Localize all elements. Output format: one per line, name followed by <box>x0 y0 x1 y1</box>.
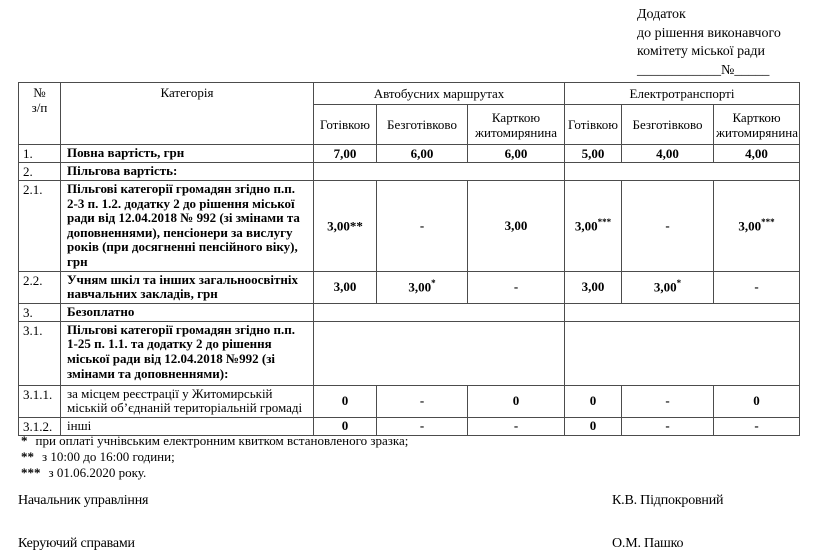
merged-empty-cell <box>314 163 565 181</box>
fare-cell: - <box>377 181 468 272</box>
merged-empty-cell <box>565 321 800 385</box>
table-row <box>19 303 800 321</box>
merged-empty-cell <box>565 163 800 181</box>
row-category: Повна вартість, грн <box>61 145 314 163</box>
footnote <box>21 449 408 465</box>
fare-cell: - <box>622 181 714 272</box>
footnote-text: з 01.06.2020 року. <box>48 465 147 480</box>
footnote-marker: * <box>21 433 28 448</box>
table-row <box>19 385 800 417</box>
table-row <box>19 181 800 272</box>
fare-cell: 3,00** <box>314 181 377 272</box>
signature-title: Керуючий справами <box>18 536 135 551</box>
fare-cell: 0 <box>314 417 377 435</box>
annex-note-blank-line: ____________№_____ <box>637 62 770 78</box>
fare-cell: 0 <box>468 385 565 417</box>
annex-note-line: Додаток <box>637 7 686 22</box>
table-row <box>19 321 800 385</box>
fare-cell: - <box>468 271 565 303</box>
fare-cell: 3,00 <box>468 181 565 272</box>
table-row <box>19 163 800 181</box>
fare-cell: 0 <box>565 417 622 435</box>
row-num: 2.2. <box>19 271 61 303</box>
row-num: 3.1.1. <box>19 385 61 417</box>
header-electro-cash: Готівкою <box>565 105 622 145</box>
fare-cell: 0 <box>565 385 622 417</box>
signature-name: О.М. Пашко <box>612 536 684 551</box>
fare-cell: 3,00* <box>377 271 468 303</box>
fare-cell: 3,00 <box>314 271 377 303</box>
header-bus-group: Автобусних маршрутах <box>314 83 565 105</box>
footnote-text: при оплаті учнівським електронним квитком встановленого зразка; <box>35 433 409 448</box>
footnote-marker: ** <box>21 449 34 464</box>
header-electro-group: Електротранспорті <box>565 83 800 105</box>
header-num: № з/п <box>19 83 61 145</box>
row-num: 3.1. <box>19 321 61 385</box>
header-bus-card: Карткою житомирянина <box>468 105 565 145</box>
footnotes <box>21 433 408 481</box>
signature-row <box>18 493 799 509</box>
row-category: за місцем реєстрації у Житомирській міській об’єднаній територіальній громаді <box>61 385 314 417</box>
row-category: Безоплатно <box>61 303 314 321</box>
fare-cell: - <box>714 271 800 303</box>
footnote <box>21 433 408 449</box>
fare-cell: 4,00 <box>622 145 714 163</box>
fare-cell: 3,00* <box>622 271 714 303</box>
row-category: інші <box>61 417 314 435</box>
table-row <box>19 145 800 163</box>
row-category: Учням шкіл та інших загальноосвітніх навчальних закладів, грн <box>61 271 314 303</box>
signature-row <box>18 536 799 552</box>
header-electro-card: Карткою житомирянина <box>714 105 800 145</box>
fare-cell: - <box>622 385 714 417</box>
row-num: 2.1. <box>19 181 61 272</box>
fare-table <box>18 82 800 436</box>
fare-cell: 3,00*** <box>565 181 622 272</box>
fare-cell: - <box>622 417 714 435</box>
signature-name: К.В. Підпокровний <box>612 493 724 508</box>
row-num: 2. <box>19 163 61 181</box>
fare-cell: 4,00 <box>714 145 800 163</box>
fare-cell: 3,00*** <box>714 181 800 272</box>
fare-cell: 6,00 <box>377 145 468 163</box>
footnote-text: з 10:00 до 16:00 години; <box>42 449 175 464</box>
fare-cell: - <box>714 417 800 435</box>
fare-cell: 0 <box>314 385 377 417</box>
header-bus-cashless: Безготівково <box>377 105 468 145</box>
fare-cell: - <box>377 417 468 435</box>
row-num: 1. <box>19 145 61 163</box>
fare-cell: - <box>377 385 468 417</box>
annex-note <box>637 6 781 80</box>
annex-note-line: комітету міської ради <box>637 44 765 59</box>
fare-cell: 3,00 <box>565 271 622 303</box>
fare-cell: 5,00 <box>565 145 622 163</box>
footnote-marker: *** <box>21 465 41 480</box>
fare-cell: 0 <box>714 385 800 417</box>
header-group-row <box>19 83 800 105</box>
row-category: Пільгова вартість: <box>61 163 314 181</box>
fare-cell: 6,00 <box>468 145 565 163</box>
row-category: Пільгові категорії громадян згідно п.п. 2-3 п. 1.2. додатку 2 до рішення міської ради від 12.04.2018 № 992 (зі змінами та доповненнями), пенсіонери за вислугу років (при досягненні пенсійного віку), грн <box>61 181 314 272</box>
fare-cell: 7,00 <box>314 145 377 163</box>
merged-empty-cell <box>314 303 565 321</box>
row-num: 3.1.2. <box>19 417 61 435</box>
footnote <box>21 465 408 481</box>
fare-cell: - <box>468 417 565 435</box>
header-bus-cash: Готівкою <box>314 105 377 145</box>
header-electro-cashless: Безготівково <box>622 105 714 145</box>
signature-title: Начальник управління <box>18 493 149 508</box>
merged-empty-cell <box>314 321 565 385</box>
row-category: Пільгові категорії громадян згідно п.п. 1-25 п. 1.1. та додатку 2 до рішення міської ради від 12.04.2018 №992 (зі змінами та доповненнями): <box>61 321 314 385</box>
annex-note-line: до рішення виконавчого <box>637 25 781 41</box>
header-category: Категорія <box>61 83 314 145</box>
table-row <box>19 271 800 303</box>
merged-empty-cell <box>565 303 800 321</box>
row-num: 3. <box>19 303 61 321</box>
